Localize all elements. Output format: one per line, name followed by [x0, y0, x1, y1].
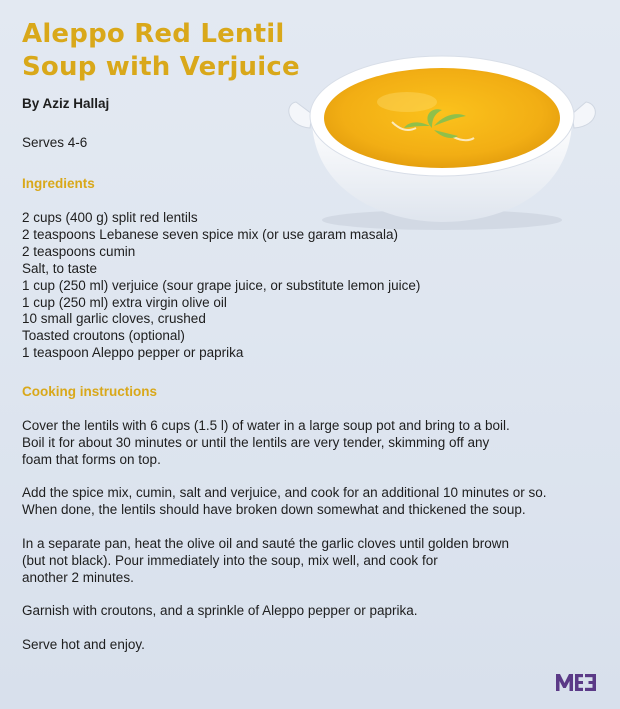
- instruction-step: Add the spice mix, cumin, salt and verjuice, and cook for an additional 10 minutes or so. When done, the lentils should have broken down somewhat and thickened the soup.: [22, 485, 547, 518]
- ingredient-item: 2 cups (400 g) split red lentils: [22, 210, 198, 225]
- ingredient-item: 2 teaspoons cumin: [22, 243, 136, 259]
- mee-logo: [555, 672, 597, 692]
- recipe-title: [22, 18, 300, 84]
- soup-bowl-photo: [282, 40, 612, 230]
- recipe-title-line-1: Aleppo Red Lentil: [22, 19, 285, 49]
- ingredient-item: Toasted croutons (optional): [22, 328, 185, 344]
- instruction-step: Cover the lentils with 6 cups (1.5 l) of water in a large soup pot and bring to a boil. Boil it for about 30 minutes or until the lentils are very tender, skimming off any foam that forms on top.: [22, 418, 510, 467]
- instructions-body: [22, 418, 612, 671]
- ingredient-item: 10 small garlic cloves, crushed: [22, 311, 206, 327]
- ingredient-item: Salt, to taste: [22, 260, 98, 276]
- recipe-title-line-2: Soup with Verjuice: [22, 52, 300, 82]
- serves-text: Serves 4-6: [22, 135, 88, 150]
- instruction-step: In a separate pan, heat the olive oil and sauté the garlic cloves until golden brown (but not black). Pour immediately into the soup, mix well, and cook for another 2 minutes.: [22, 535, 510, 585]
- author-byline: By Aziz Hallaj: [22, 96, 110, 111]
- ingredient-item: 1 cup (250 ml) verjuice (sour grape juice, or substitute lemon juice): [22, 277, 421, 293]
- ingredient-item: 2 teaspoons Lebanese seven spice mix (or use garam masala): [22, 226, 398, 242]
- ingredient-item: 1 teaspoon Aleppo pepper or paprika: [22, 345, 244, 361]
- instruction-step: Serve hot and enjoy.: [22, 636, 145, 652]
- ingredients-heading: Ingredients: [22, 176, 95, 191]
- ingredient-item: 1 cup (250 ml) extra virgin olive oil: [22, 294, 227, 310]
- ingredients-list: [22, 210, 420, 362]
- instructions-heading: Cooking instructions: [22, 384, 157, 399]
- instruction-step: Garnish with croutons, and a sprinkle of Aleppo pepper or paprika.: [22, 603, 418, 619]
